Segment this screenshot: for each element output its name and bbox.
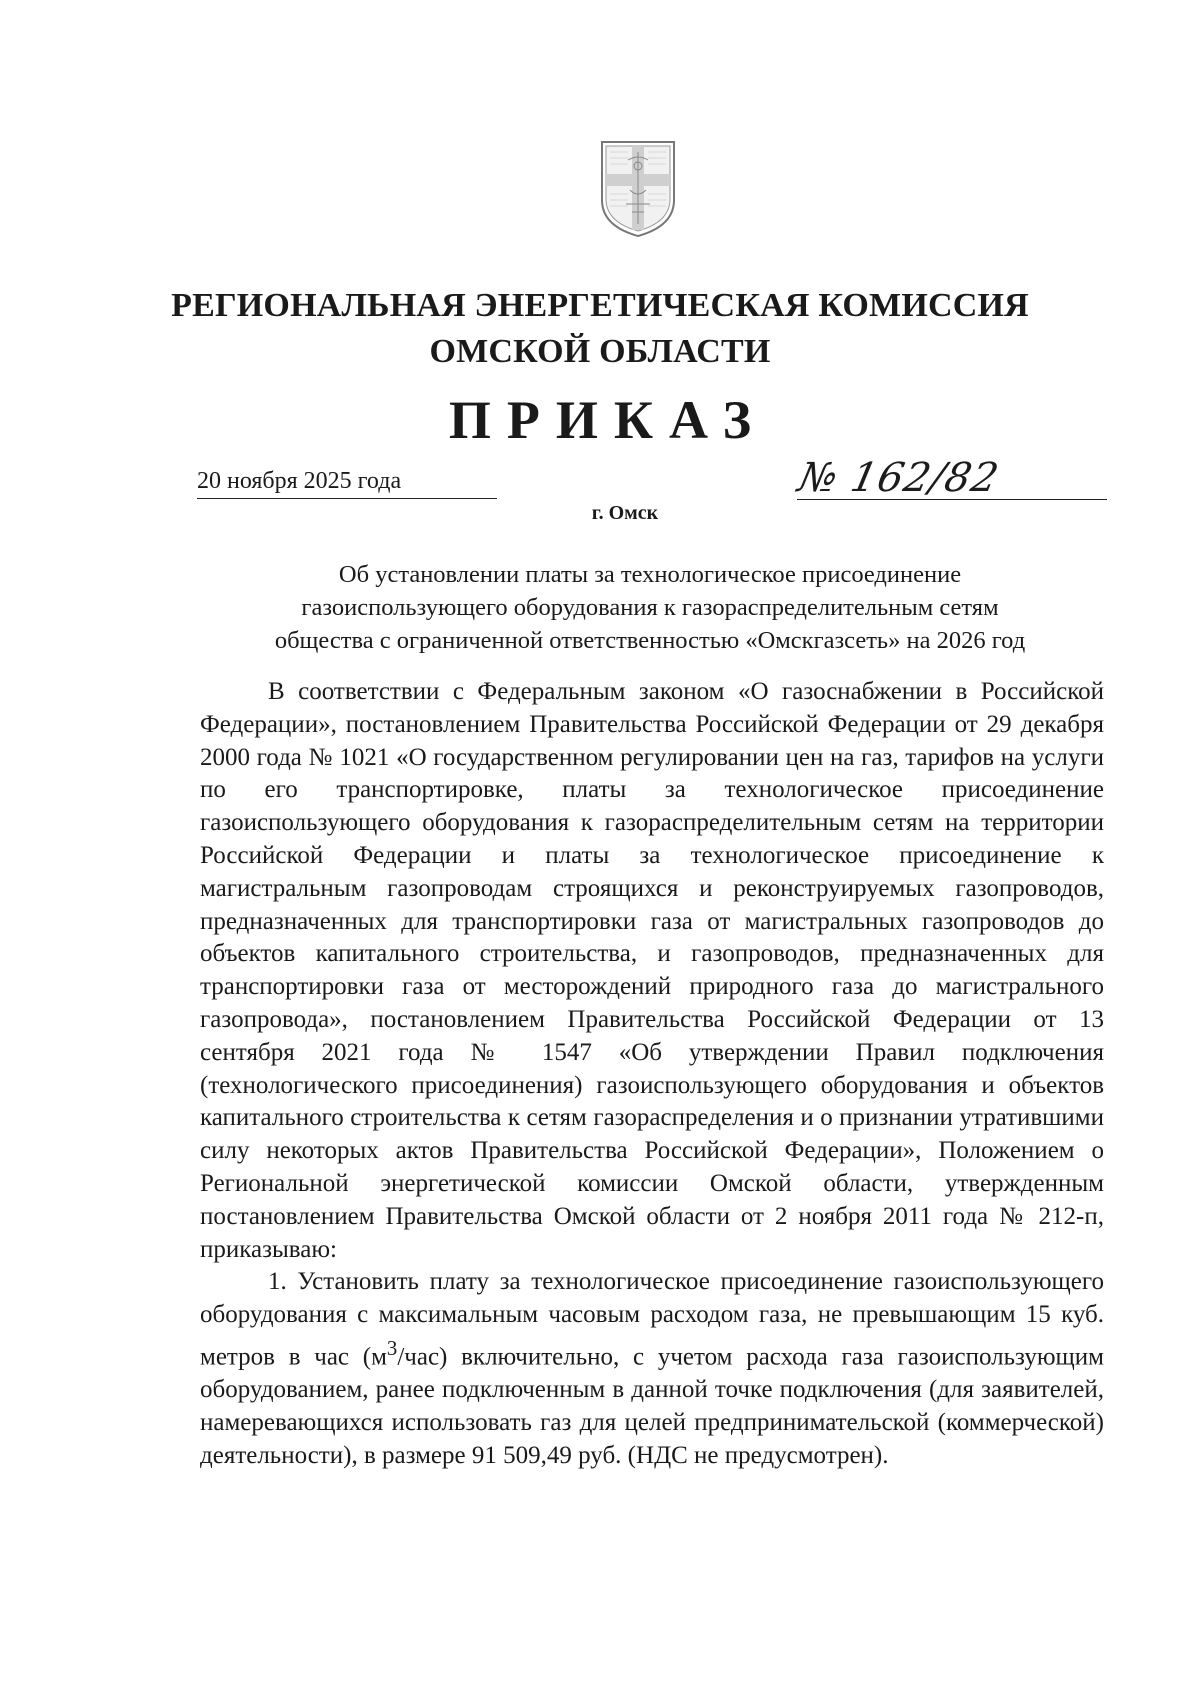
cubic-superscript: 3 [386, 1335, 398, 1360]
order-subject [200, 558, 1100, 657]
organization-name-line1: РЕГИОНАЛЬНАЯ ЭНЕРГЕТИЧЕСКАЯ КОМИССИЯ [171, 287, 1029, 324]
coat-of-arms-icon [598, 138, 678, 240]
order-number-handwritten: № 162/82 [794, 455, 1004, 501]
order-date: 20 ноября 2025 года [197, 466, 497, 499]
city-name: г. Омск [591, 502, 659, 524]
subject-line: Об установлении платы за технологическое присоединение [338, 561, 962, 588]
preamble-paragraph: В соответствии с Федеральным законом «О газоснабжении в Российской Федерации», постановлением Правительства Российской Федерации от 29 декабря 2000 года № 1021 «О государственном регулировании цен на газ, тарифов на услуги по его транспортировке, платы за технологическое присоединение газоиспользующего оборудования к газораспределительным сетям на территории Российской Федерации и платы за технологическое присоединение к магистральным газопроводам строящихся и реконструируемых газопроводов, предназначенных для транспортировки газа от магистральных газопроводов до объектов капитального строительства, и газопроводов, предназначенных для транспортировки газа от месторождений природного газа до магистрального газопровода», постановлением Правительства Российской Федерации от 13 сентября 2021 года № 1547 «Об утверждении Правил подключения (технологического присоединения) газоиспользующего оборудования и объектов капитального строительства к сетям газораспределения и о признании утратившими силу некоторых актов Правительства Российской Федерации», Положением о Региональной энергетической комиссии Омской области, утвержденным постановлением Правительства Омской области от 2 ноября 2011 года № 212-п, приказываю: [200, 678, 1104, 1263]
document-type-title: ПРИКАЗ [448, 390, 768, 450]
subject-line: общества с ограниченной ответственностью «Омскгазсеть» на 2026 год [274, 627, 1026, 654]
item-1-text-part1: 1. Установить плату за технологическое присоединение газоиспользующего оборудования с максимальным часовым расходом газа, не превышающим 15 куб. метров в час (м [200, 1268, 1104, 1371]
item-1-text-part2: /час) включительно, с учетом расхода газа газоиспользующим оборудованием, ранее подключенным в данной точке подключения (для заявителей, намеревающихся использовать газ для целей предпринимательской (коммерческой) деятельности), в размере 91 509,49 руб. (НДС не предусмотрен). [200, 1343, 1104, 1469]
item-1-paragraph [200, 1266, 1104, 1472]
organization-name-line2: ОМСКОЙ ОБЛАСТИ [429, 333, 771, 370]
order-body [200, 676, 1104, 1472]
subject-line: газоиспользующего оборудования к газораспределительным сетям [301, 594, 999, 621]
